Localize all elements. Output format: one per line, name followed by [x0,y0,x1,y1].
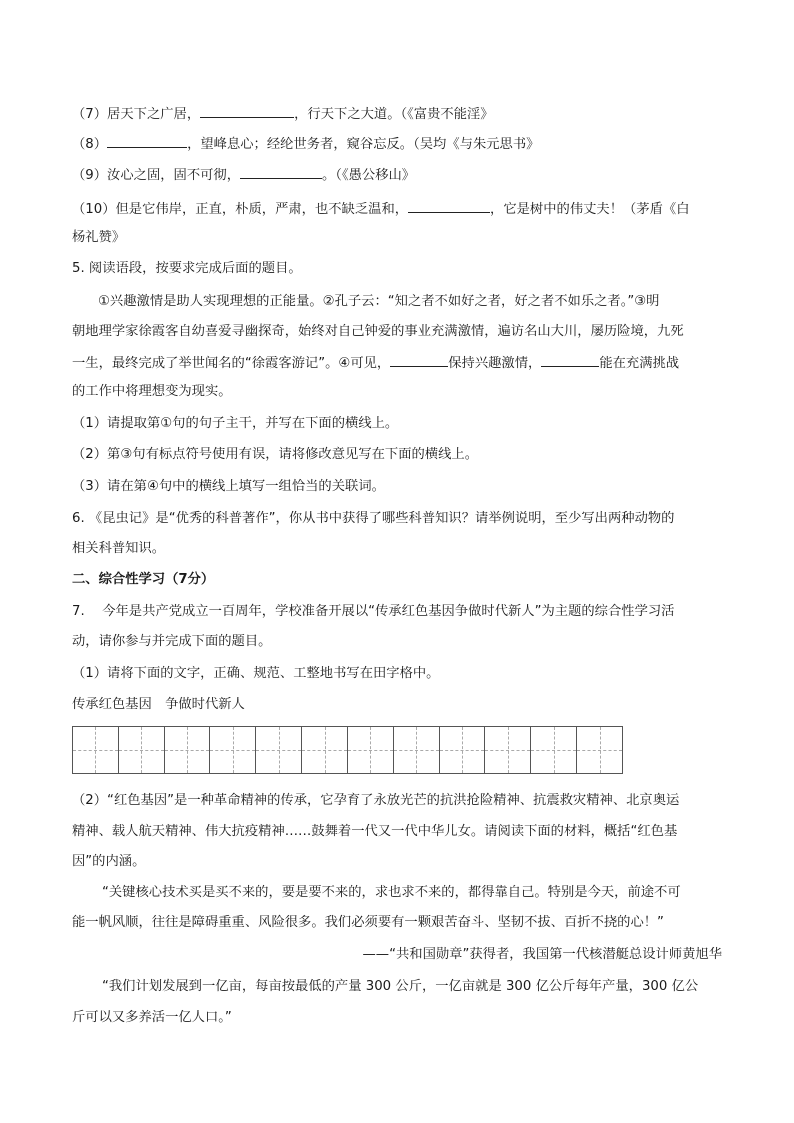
q7-line: 7. 今年是共产党成立一百周年，学校准备开展以“传承红色基因争做时代新人”为主题的综合性学习活 [72,604,675,619]
tianzige-cell[interactable] [210,727,256,773]
quote-line [72,977,732,997]
q7-sub1: （1）请将下面的文字，正确、规范、工整地书写在田字格中。 [72,666,440,681]
section-title: 二、综合性学习（7分） [72,572,215,587]
q5-passage-text: ①兴趣激情是助人实现理想的正能量。②孔子云：“知之者不如好之者，好之者不如乐之者。”③明 [98,294,660,309]
q5-title: 5. 阅读语段，按要求完成后面的题目。 [72,261,302,276]
q4-item-10-cont: 杨礼赞》 [72,230,126,245]
answer-blank[interactable] [200,103,294,118]
q5-sub2: （2）第③句有标点符号使用有误，请将修改意见写在下面的横线上。 [72,447,478,462]
q7-sub2-line: 精神、载人航天精神、伟大抗疫精神……鼓舞着一代又一代中华儿女。请阅读下面的材料，概括“红色基 [72,824,678,839]
q5-passage-line: 的工作中将理想变为现实。 [72,384,232,399]
tianzige-cell[interactable] [165,727,211,773]
q4-item-10 [72,198,732,220]
copy-text: 传承红色基因 争做时代新人 [72,697,245,712]
quote-line: 斤可以又多养活一亿人口。” [72,1010,232,1025]
tianzige-cell[interactable] [577,727,622,773]
answer-blank[interactable] [390,352,448,367]
quote-attribution: ——“共和国勋章”获得者，我国第一代核潜艇总设计师黄旭华 [362,947,722,962]
tianzige-cell[interactable] [302,727,348,773]
tianzige-cell[interactable] [485,727,531,773]
q6-line: 6. 《昆虫记》是“优秀的科普著作”，你从书中获得了哪些科普知识？请举例说明，至少写出两种动物的 [72,511,675,526]
q5-passage-line [72,292,732,312]
q4-item-8-pre: （8） [72,137,108,152]
quote-text: “我们计划发展到一亿亩，每亩按最低的产量 300 公斤，一亿亩就是 300 亿公斤每年产量，300 亿公 [102,979,699,994]
q5-passage-text: 保持兴趣激情， [448,356,542,371]
tianzige-cell[interactable] [256,727,302,773]
q4-item-7-pre: （7）居天下之广居， [72,107,201,122]
q4-item-9-pre: （9）汝心之固，固不可彻， [72,168,241,183]
q4-item-8 [72,133,732,155]
q4-item-7 [72,103,732,125]
q4-item-7-post: ，行天下之大道。（《富贵不能淫》 [294,107,494,122]
tianzige-cell[interactable] [348,727,394,773]
q4-item-8-post: ，望峰息心；经纶世务者，窥谷忘反。（吴均《与朱元思书》 [187,137,540,152]
q5-passage-line [72,352,732,374]
answer-blank[interactable] [408,198,490,213]
quote-line: 能一帆风顺，往往是障碍重重、风险很多。我们必须要有一颗艰苦奋斗、坚韧不拔、百折不挠的心！” [72,915,664,930]
q7-sub2-line: （2）“红色基因”是一种革命精神的传承，它孕育了永放光芒的抗洪抢险精神、抗震救灾精神、北京奥运 [72,793,680,808]
answer-blank[interactable] [107,133,187,148]
tianzige-cell[interactable] [440,727,486,773]
tianzige-cell[interactable] [73,727,119,773]
q5-passage-line: 朝地理学家徐霞客自幼喜爱寻幽探奇，始终对自己钟爱的事业充满激情，遍访名山大川，屡历险境，九死 [72,324,684,339]
q7-line: 动，请你参与并完成下面的题目。 [72,634,272,649]
q5-passage-text: 能在充满挑战 [599,356,680,371]
quote-text: “关键核心技术买是买不来的，要是要不来的，求也求不来的，都得靠自己。特别是今天，前途不可 [102,885,681,900]
q7-sub2-line: 因”的内涵。 [72,854,146,869]
q4-item-9-post: 。（《愚公移山》 [322,168,416,183]
answer-blank[interactable] [240,164,322,179]
tianzige-cell[interactable] [119,727,165,773]
q5-passage-text: 一生，最终完成了举世闻名的“徐霞客游记”。④可见， [72,356,391,371]
q4-item-10-pre: （10）但是它伟岸，正直，朴质，严肃，也不缺乏温和， [72,202,409,217]
q4-item-9 [72,164,732,186]
tianzige-cell[interactable] [394,727,440,773]
q6-line: 相关科普知识。 [72,541,166,556]
tianzige-cell[interactable] [531,727,577,773]
tianzige-grid [72,726,623,774]
q5-sub3: （3）请在第④句中的横线上填写一组恰当的关联词。 [72,479,385,494]
q5-sub1: （1）请提取第①句的句子主干，并写在下面的横线上。 [72,416,399,431]
q4-item-10-post: ，它是树中的伟丈夫！（茅盾《白 [490,202,690,217]
answer-blank[interactable] [541,352,599,367]
quote-line [72,883,732,903]
